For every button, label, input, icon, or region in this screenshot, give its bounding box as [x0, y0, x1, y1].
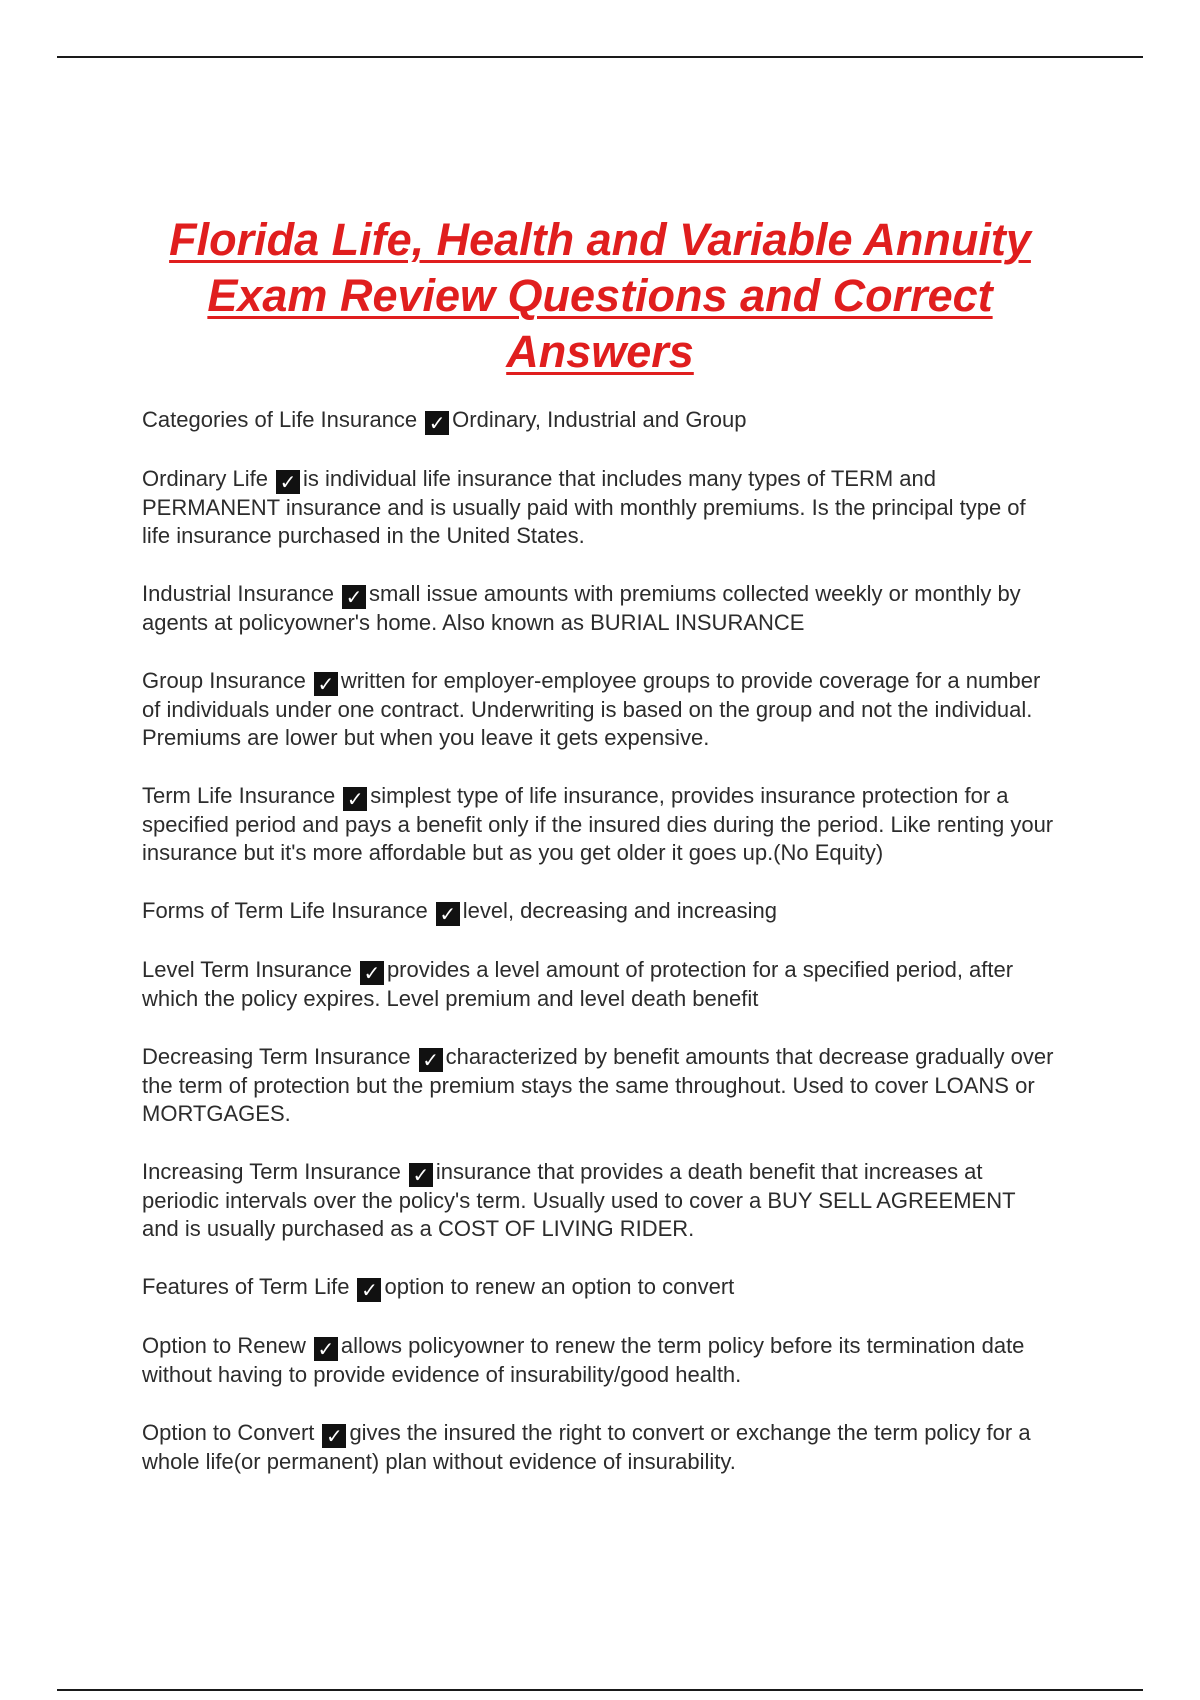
qa-definition: gives the insured the right to convert or exchange the term policy for a whole life(or permanent) plan without evidence of insurability.	[142, 1420, 1031, 1474]
qa-definition: is individual life insurance that includes many types of TERM and PERMANENT insurance and is usually paid with monthly premiums. Is the principal type of life insurance purchased in the United States.	[142, 466, 1026, 548]
qa-term: Increasing Term Insurance	[142, 1159, 401, 1184]
check-mark-icon: ✓	[314, 1337, 338, 1361]
bottom-rule	[57, 1689, 1143, 1691]
qa-term: Ordinary Life	[142, 466, 268, 491]
qa-term: Decreasing Term Insurance	[142, 1044, 411, 1069]
top-rule	[57, 56, 1143, 58]
check-mark-icon: ✓	[409, 1163, 433, 1187]
qa-definition: characterized by benefit amounts that decrease gradually over the term of protection but the premium stays the same throughout. Used to cover LOANS or MORTGAGES.	[142, 1044, 1054, 1126]
qa-definition: allows policyowner to renew the term policy before its termination date without having to provide evidence of insurability/good health.	[142, 1333, 1025, 1387]
qa-item	[142, 1332, 1057, 1389]
qa-term: Option to Convert	[142, 1420, 315, 1445]
qa-item	[142, 1158, 1057, 1243]
qa-item	[142, 465, 1057, 550]
qa-term: Features of Term Life	[142, 1274, 350, 1299]
check-mark-icon: ✓	[419, 1048, 443, 1072]
check-mark-icon: ✓	[360, 961, 384, 985]
check-mark-icon: ✓	[357, 1278, 381, 1302]
qa-term: Forms of Term Life Insurance	[142, 898, 428, 923]
qa-item	[142, 782, 1057, 867]
qa-definition: insurance that provides a death benefit that increases at periodic intervals over the policy's term. Usually used to cover a BUY SELL AGREEMENT and is usually purchased as a COST OF LIVING RIDER.	[142, 1159, 1016, 1241]
qa-list	[142, 406, 1057, 1506]
check-mark-icon: ✓	[314, 672, 338, 696]
qa-item	[142, 1419, 1057, 1476]
qa-definition: small issue amounts with premiums collected weekly or monthly by agents at policyowner's home. Also known as BURIAL INSURANCE	[142, 581, 1021, 635]
qa-definition: level, decreasing and increasing	[462, 898, 778, 923]
check-mark-icon: ✓	[322, 1424, 346, 1448]
qa-term: Option to Renew	[142, 1333, 306, 1358]
qa-item	[142, 897, 1057, 926]
check-mark-icon: ✓	[343, 787, 367, 811]
qa-term: Level Term Insurance	[142, 957, 352, 982]
qa-item	[142, 956, 1057, 1013]
qa-item	[142, 580, 1057, 637]
check-mark-icon: ✓	[425, 411, 449, 435]
document-title: Florida Life, Health and Variable Annuity Exam Review Questions and Correct Answers	[169, 214, 1031, 377]
qa-definition: Ordinary, Industrial and Group	[452, 407, 747, 432]
qa-term: Term Life Insurance	[142, 783, 336, 808]
check-mark-icon: ✓	[436, 902, 460, 926]
qa-definition: written for employer-employee groups to provide coverage for a number of individuals under one contract. Underwriting is based on the group and not the individual. Premiums are lower but when you leave it gets expensive.	[142, 668, 1041, 750]
qa-term: Categories of Life Insurance	[142, 407, 418, 432]
qa-item	[142, 1043, 1057, 1128]
qa-definition: option to renew an option to convert	[384, 1274, 735, 1299]
check-mark-icon: ✓	[342, 585, 366, 609]
qa-item	[142, 406, 1057, 435]
qa-definition: provides a level amount of protection for a specified period, after which the policy expires. Level premium and level death benefit	[142, 957, 1014, 1011]
qa-item	[142, 667, 1057, 752]
qa-term: Group Insurance	[142, 668, 306, 693]
qa-definition: simplest type of life insurance, provides insurance protection for a specified period and pays a benefit only if the insured dies during the period. Like renting your insurance but it's more affordable but as you get older it goes up.(No Equity)	[142, 783, 1054, 865]
qa-item	[142, 1273, 1057, 1302]
check-mark-icon: ✓	[276, 470, 300, 494]
qa-term: Industrial Insurance	[142, 581, 334, 606]
